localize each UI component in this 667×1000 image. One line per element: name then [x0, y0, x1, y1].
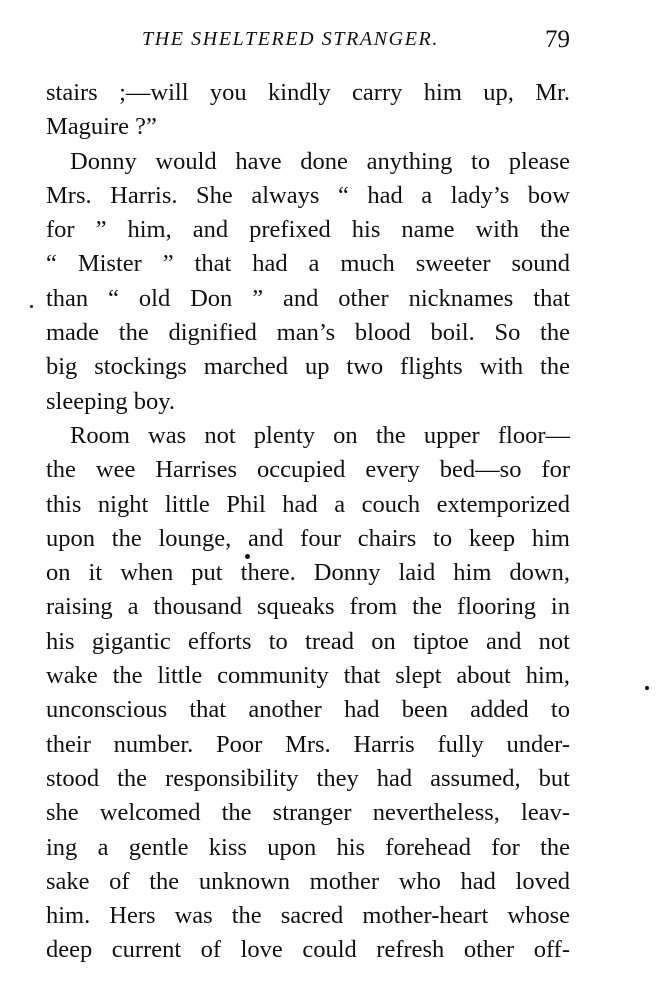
text-line: she welcomed the stranger nevertheless, leav-: [46, 799, 570, 827]
ink-speck: [645, 686, 649, 690]
text-line: unconscious that another had been added to: [46, 696, 570, 724]
text-line: raising a thousand squeaks from the flooring in: [46, 593, 570, 621]
text-line: their number. Poor Mrs. Harris fully under-: [46, 730, 570, 758]
text-line: Maguire ?”: [46, 113, 157, 141]
text-line: Donny would have done anything to please: [70, 147, 570, 175]
text-line: for ” him, and prefixed his name with the: [46, 216, 570, 244]
text-line: big stockings marched up two flights with the: [46, 353, 570, 381]
text-line: Room was not plenty on the upper floor—: [70, 421, 570, 449]
text-line: upon the lounge, and four chairs to keep him: [46, 524, 570, 552]
ink-speck: [245, 554, 250, 559]
text-line: on it when put there. Donny laid him down,: [46, 559, 570, 587]
page-number: 79: [545, 26, 570, 53]
text-line: stairs ;—will you kindly carry him up, Mr.: [46, 79, 570, 106]
text-line: made the dignified man’s blood boil. So the: [46, 319, 570, 347]
running-head: [44, 26, 570, 56]
text-line: sake of the unknown mother who had loved: [46, 867, 570, 895]
text-line: “ Mister ” that had a much sweeter sound: [46, 250, 570, 278]
body-text: [46, 76, 570, 968]
text-line: him. Hers was the sacred mother-heart whose: [46, 902, 570, 930]
text-line: sleeping boy.: [46, 387, 176, 415]
ink-speck: [30, 305, 33, 308]
text-line: ing a gentle kiss upon his forehead for the: [46, 833, 570, 861]
text-line: this night little Phil had a couch extemporized: [46, 490, 570, 518]
text-line: stood the responsibility they had assumed, but: [46, 764, 570, 792]
running-title: THE SHELTERED STRANGER.: [142, 28, 439, 50]
text-line: deep current of love could refresh other off-: [46, 936, 570, 964]
text-line: wake the little community that slept about him,: [46, 662, 570, 690]
text-line: his gigantic efforts to tread on tiptoe and not: [46, 627, 570, 655]
text-line: the wee Harrises occupied every bed—so for: [46, 456, 570, 484]
text-line: than “ old Don ” and other nicknames that: [46, 284, 570, 312]
text-line: Mrs. Harris. She always “ had a lady’s bow: [46, 181, 570, 209]
